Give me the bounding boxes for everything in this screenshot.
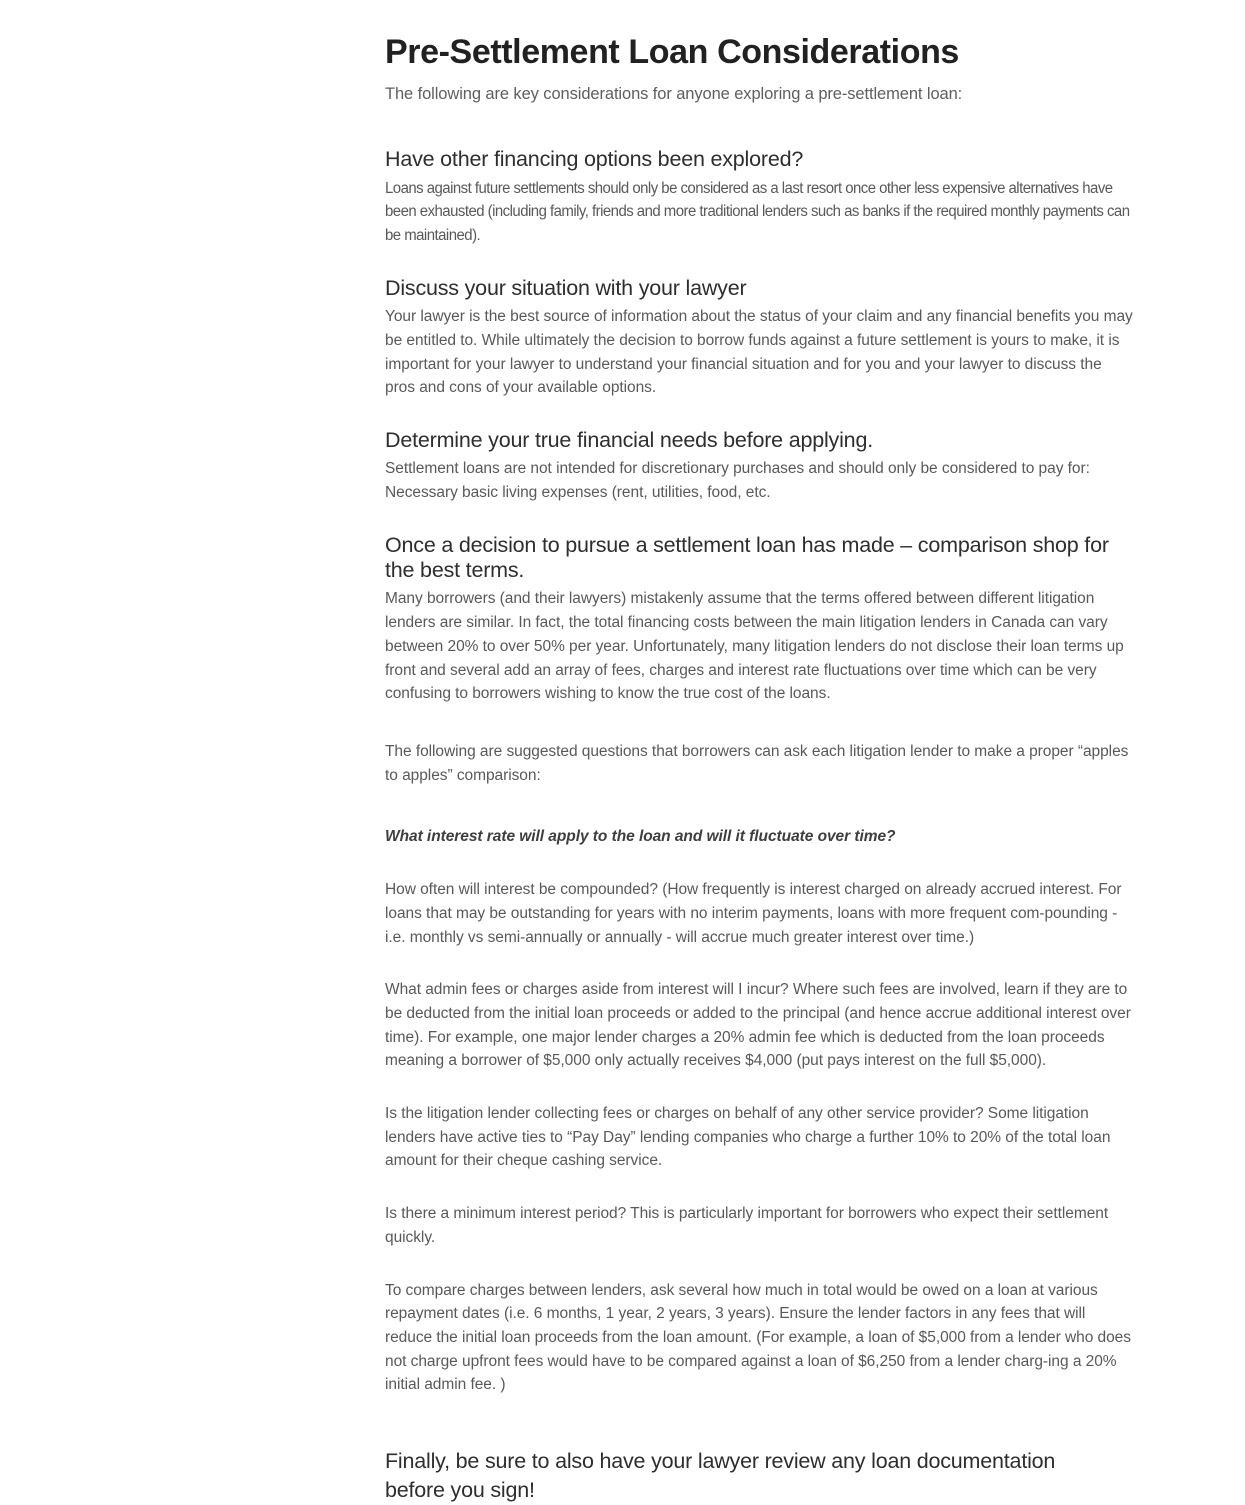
page-title: Pre-Settlement Loan Considerations xyxy=(385,33,959,71)
question-paragraph: To compare charges between lenders, ask several how much in total would be owed on a loan at various repayment dates (i.e. 6 months, 1 year, 2 years, 3 years). Ensure the lender factors in any fees that will reduce the initial loan proceeds from the loan amount. (For example, a loan of $5,000 from a lender who does not charge upfront fees would have to be compared against a loan of $6,250 from a lender charg-ing a 20% initial admin fee. ) xyxy=(385,1281,1131,1394)
section-body: Your lawyer is the best source of information about the status of your claim and any financial benefits you may be entitled to. While ultimately the decision to borrow funds against a future settlement is yours to make, it is important for your lawyer to understand your financial situation and for you and your lawyer to discuss the pros and cons of your available options. xyxy=(385,308,1133,397)
section-comparison-shop xyxy=(385,505,1133,706)
questions-intro: The following are suggested questions that borrowers can ask each litigation lender to make a proper “apples to apples” comparison: xyxy=(385,743,1129,784)
section-body: Settlement loans are not intended for discretionary purchases and should only be considered to pay for: Necessary basic living expenses (rent, utilities, food, etc. xyxy=(385,460,1090,502)
section-financing-options xyxy=(385,105,1133,247)
question-paragraph: Is there a minimum interest period? This is particularly important for borrowers who expect their settlement quickly. xyxy=(385,1205,1109,1246)
section-heading: Once a decision to pursue a settlement loan has made – comparison shop for the best terms. xyxy=(385,532,1109,583)
section-body: Many borrowers (and their lawyers) mistakenly assume that the terms offered between different litigation lenders are similar. In fact, the total financing costs between the main litigation lenders in Canada can vary between 20% to over 50% per year. Unfortunately, many litigation lenders do not disclose their loan terms up front and several add an array of fees, charges and interest rate fluctuations over time which can be very confusing to borrowers wishing to know the true cost of the loans. xyxy=(385,590,1124,703)
section-discuss-with-lawyer xyxy=(385,248,1133,400)
document-content xyxy=(385,0,1133,1505)
question-paragraph: How often will interest be compounded? (How frequently is interest charged on already accrued interest. For loans that may be outstanding for years with no interim payments, loans with more frequent com-pounding - i.e. monthly vs semi-annually or annually - will accrue much greater interest over time.) xyxy=(385,881,1122,946)
page-subtitle: The following are key considerations for anyone exploring a pre-settlement loan: xyxy=(385,85,963,104)
section-determine-needs xyxy=(385,400,1133,505)
question-paragraph: Is the litigation lender collecting fees or charges on behalf of any other service provider? Some litigation lenders have active ties to “Pay Day” lending companies who charge a further 10% to 20% of the total loan amount for their cheque cashing service. xyxy=(385,1105,1111,1170)
question-paragraph: What admin fees or charges aside from interest will I incur? Where such fees are involved, learn if they are to be deducted from the initial loan proceeds or added to the principal (and hence accrue additional interest over time). For example, one major lender charges a 20% admin fee which is deducted from the loan proceeds meaning a borrower of $5,000 only actually receives $4,000 (put pays interest on the full $5,000). xyxy=(385,981,1131,1070)
highlighted-question: What interest rate will apply to the loan and will it fluctuate over time? xyxy=(385,828,896,846)
section-heading: Determine your true financial needs before applying. xyxy=(385,428,873,452)
section-heading: Discuss your situation with your lawyer xyxy=(385,275,747,300)
section-heading: Have other financing options been explored? xyxy=(385,147,804,172)
section-body: Loans against future settlements should only be considered as a last resort once other less expensive alternatives have been exhausted (including family, friends and more traditional lenders such as banks if the required monthly payments can be maintained). xyxy=(385,179,1130,245)
closing-statement: Finally, be sure to also have your lawyer review any loan documentation before you sign! xyxy=(385,1449,1056,1503)
